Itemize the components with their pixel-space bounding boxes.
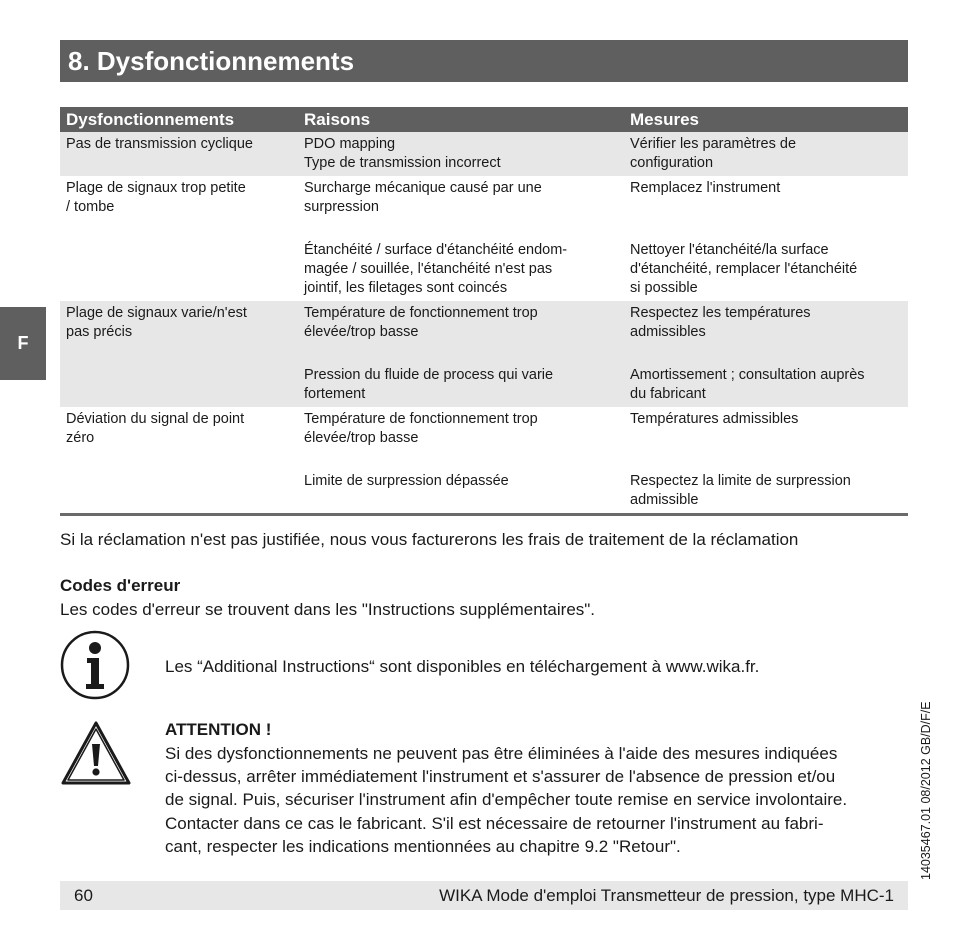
header-faults: Dysfonctionnements — [60, 107, 298, 132]
error-codes-text: Les codes d'erreur se trouvent dans les "Instructions supplémentaires". — [60, 600, 596, 619]
info-text: Les “Additional Instructions“ sont disponibles en téléchargement à www.wika.fr. — [165, 657, 760, 676]
page-footer — [60, 881, 908, 910]
measures-cell — [624, 301, 908, 407]
section-title: 8. Dysfonctionnements — [60, 40, 908, 82]
warning-body — [165, 742, 910, 858]
reason-text: Étanchéité / surface d'étanchéité endom- magée / souillée, l'étanchéité n'est pas jointif, les filetages sont coincés — [304, 242, 568, 296]
measure-text: Températures admissibles — [630, 411, 799, 427]
table-body — [60, 132, 908, 515]
reason-text: Température de fonctionnement trop élevée/trop basse — [304, 411, 538, 446]
reason-text: PDO mapping Type de transmission incorrect — [304, 136, 501, 171]
page-number: 60 — [74, 886, 93, 905]
measures-cell — [624, 132, 908, 176]
measure-text: Remplacez l'instrument — [630, 180, 781, 196]
warning-line: ci-dessus, arrêter immédiatement l'instrument et s'assurer de l'absence de pression et/ou — [165, 767, 836, 787]
fault-cell — [60, 301, 298, 407]
warning-line: Si des dysfonctionnements ne peuvent pas être éliminées à l'aide des mesures indiquées — [165, 744, 838, 763]
warning-line: de signal. Puis, sécuriser l'instrument afin d'empêcher toute remise en service involontaire. — [165, 790, 848, 810]
measures-cell — [624, 176, 908, 301]
table-row — [60, 407, 908, 515]
measure-text: Vérifier les paramètres de configuration — [630, 136, 797, 171]
reason-text: Limite de surpression dépassée — [304, 473, 509, 489]
header-reasons: Raisons — [298, 107, 624, 132]
info-icon — [60, 630, 130, 705]
faults-table — [60, 107, 908, 516]
fault-cell — [60, 132, 298, 176]
table-row — [60, 132, 908, 176]
fault-text: Plage de signaux varie/n'est pas précis — [66, 305, 247, 340]
document-code: 14035467.01 08/2012 GB/D/F/E — [919, 701, 933, 880]
warning-triangle-icon — [60, 720, 132, 791]
measure-text: Nettoyer l'étanchéité/la surface d'étanchéité, remplacer l'étanchéité si possible — [630, 242, 858, 296]
warning-line: Contacter dans ce cas le fabricant. S'il est nécessaire de retourner l'instrument au fabri- — [165, 813, 824, 833]
table-header-row — [60, 107, 908, 132]
reason-text: Surcharge mécanique causé par une surpression — [304, 180, 542, 215]
error-codes-title: Codes d'erreur — [60, 576, 181, 595]
header-measures: Mesures — [624, 107, 908, 132]
fault-cell — [60, 407, 298, 515]
fault-cell — [60, 176, 298, 301]
warning-title: ATTENTION ! — [165, 720, 272, 739]
measure-text: Respectez la limite de surpression admissible — [630, 473, 851, 508]
measure-text: Respectez les températures admissibles — [630, 305, 811, 340]
reasons-cell — [298, 176, 624, 301]
footer-text: WIKA Mode d'emploi Transmetteur de pression, type MHC-1 — [439, 886, 894, 905]
claim-note: Si la réclamation n'est pas justifiée, nous vous facturerons les frais de traitement de la réclamation — [60, 530, 799, 549]
fault-text: Déviation du signal de point zéro — [66, 411, 245, 446]
fault-text: Pas de transmission cyclique — [66, 136, 253, 152]
reasons-cell — [298, 132, 624, 176]
measure-text: Amortissement ; consultation auprès du fabricant — [630, 367, 865, 402]
warning-line: cant, respecter les indications mentionnées au chapitre 9.2 "Retour". — [165, 836, 681, 856]
table-row — [60, 301, 908, 407]
measures-cell — [624, 407, 908, 515]
reason-text: Pression du fluide de process qui varie fortement — [304, 367, 554, 402]
reason-text: Température de fonctionnement trop élevée/trop basse — [304, 305, 538, 340]
fault-text: Plage de signaux trop petite / tombe — [66, 180, 246, 215]
reasons-cell — [298, 301, 624, 407]
table-row — [60, 176, 908, 301]
language-tab: F — [0, 307, 46, 380]
reasons-cell — [298, 407, 624, 515]
